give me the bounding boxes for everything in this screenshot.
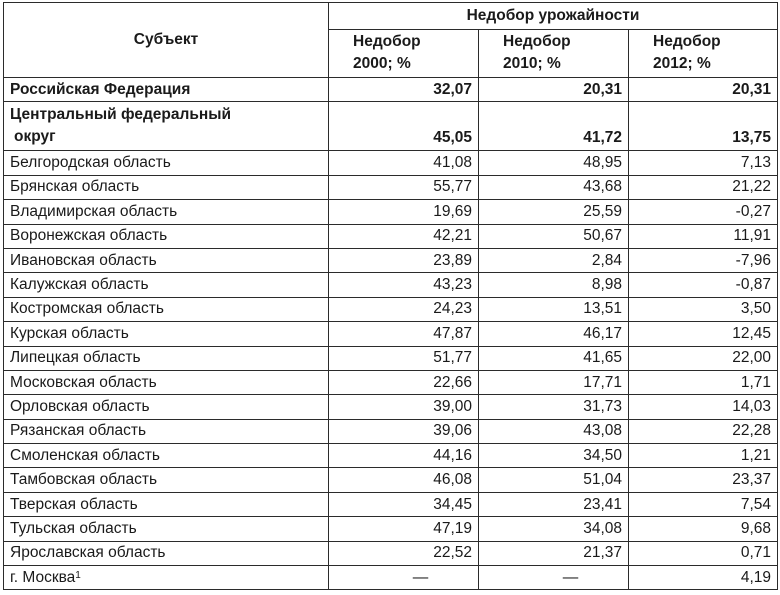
cell-subject: Тульская область [4, 517, 329, 541]
table-row [4, 273, 778, 297]
cell-2012: 12,45 [629, 322, 778, 346]
cell-subject: Ивановская область [4, 248, 329, 272]
cell-2000: 19,69 [329, 200, 479, 224]
cell-2010: 17,71 [479, 370, 629, 394]
cell-2000: 41,08 [329, 151, 479, 175]
cell-2012: 7,13 [629, 151, 778, 175]
table-row [4, 541, 778, 565]
cell-subject: Российская Федерация [4, 78, 329, 102]
cell-2010: 43,08 [479, 419, 629, 443]
cell-2000: 47,19 [329, 517, 479, 541]
cell-2010: 2,84 [479, 248, 629, 272]
cell-2000: 39,06 [329, 419, 479, 443]
cell-2010: 13,51 [479, 297, 629, 321]
cell-subject: Тамбовская область [4, 468, 329, 492]
cell-2012: 11,91 [629, 224, 778, 248]
cell-subject: Калужская область [4, 273, 329, 297]
header-subject: Субъект [4, 3, 329, 78]
cell-2000: 24,23 [329, 297, 479, 321]
cell-subject: Курская область [4, 322, 329, 346]
cell-2010: 21,37 [479, 541, 629, 565]
table-row [4, 224, 778, 248]
cell-subject: Орловская область [4, 395, 329, 419]
harvest-shortfall-table [3, 2, 778, 590]
cell-2010: 43,68 [479, 175, 629, 199]
cell-2012: 0,71 [629, 541, 778, 565]
table-row [4, 395, 778, 419]
cell-2010: 34,50 [479, 444, 629, 468]
cell-2000: 39,00 [329, 395, 479, 419]
cell-2012: 21,22 [629, 175, 778, 199]
cell-2012: 20,31 [629, 78, 778, 102]
cell-2010: 34,08 [479, 517, 629, 541]
cell-2000: 32,07 [329, 78, 479, 102]
cell-2010: 48,95 [479, 151, 629, 175]
cell-2012: 3,50 [629, 297, 778, 321]
table-row [4, 297, 778, 321]
cell-2000: — [329, 566, 479, 590]
cell-2000: 22,66 [329, 370, 479, 394]
cell-2000: 51,77 [329, 346, 479, 370]
cell-2010: 8,98 [479, 273, 629, 297]
cell-subject: Белгородская область [4, 151, 329, 175]
cell-subject: Смоленская область [4, 444, 329, 468]
cell-2012: 22,28 [629, 419, 778, 443]
cell-subject: Владимирская область [4, 200, 329, 224]
table-row [4, 517, 778, 541]
cell-2000: 44,16 [329, 444, 479, 468]
cell-2010: 23,41 [479, 492, 629, 516]
cell-2000: 43,23 [329, 273, 479, 297]
header-column-2010: Недобор 2010; % [479, 30, 629, 78]
cell-2012: -0,87 [629, 273, 778, 297]
cell-2010: — [479, 566, 629, 590]
table-row [4, 322, 778, 346]
cell-subject: Костромская область [4, 297, 329, 321]
table-row [4, 151, 778, 175]
cell-2010: 20,31 [479, 78, 629, 102]
cell-2010: 41,72 [479, 102, 629, 151]
cell-subject: Московская область [4, 370, 329, 394]
cell-2010: 46,17 [479, 322, 629, 346]
table-row [4, 370, 778, 394]
moscow-name: г. Москва [10, 568, 76, 586]
cell-2012: 23,37 [629, 468, 778, 492]
cell-subject: Рязанская область [4, 419, 329, 443]
cell-2012: 7,54 [629, 492, 778, 516]
cell-2000: 22,52 [329, 541, 479, 565]
cell-2000: 45,05 [329, 102, 479, 151]
cell-2000: 42,21 [329, 224, 479, 248]
cell-2012: 13,75 [629, 102, 778, 151]
row-federal-district [4, 102, 778, 151]
cell-subject: Брянская область [4, 175, 329, 199]
cell-2012: 22,00 [629, 346, 778, 370]
cell-2010: 41,65 [479, 346, 629, 370]
header-column-2012: Недобор 2012; % [629, 30, 778, 78]
cell-subject [4, 566, 329, 590]
row-russia [4, 78, 778, 102]
cell-2012: 4,19 [629, 566, 778, 590]
row-moscow [4, 566, 778, 590]
table-row [4, 248, 778, 272]
table-row [4, 492, 778, 516]
cell-2010: 25,59 [479, 200, 629, 224]
cell-2012: -7,96 [629, 248, 778, 272]
header-column-2000: Недобор 2000; % [329, 30, 479, 78]
cell-2000: 23,89 [329, 248, 479, 272]
table-row [4, 346, 778, 370]
table-row [4, 200, 778, 224]
cell-2012: -0,27 [629, 200, 778, 224]
table-row [4, 175, 778, 199]
cell-subject: Липецкая область [4, 346, 329, 370]
cell-2012: 9,68 [629, 517, 778, 541]
header-group: Недобор урожайности [329, 3, 778, 30]
cell-2012: 14,03 [629, 395, 778, 419]
cell-2000: 47,87 [329, 322, 479, 346]
cell-2010: 31,73 [479, 395, 629, 419]
cell-2010: 51,04 [479, 468, 629, 492]
cell-subject: Воронежская область [4, 224, 329, 248]
footnote-marker: 1 [75, 569, 81, 581]
cell-2012: 1,71 [629, 370, 778, 394]
cell-subject: Ярославская область [4, 541, 329, 565]
cell-subject: Центральный федеральный округ [4, 102, 329, 151]
cell-2000: 55,77 [329, 175, 479, 199]
cell-2012: 1,21 [629, 444, 778, 468]
table-row [4, 444, 778, 468]
cell-2000: 34,45 [329, 492, 479, 516]
table-row [4, 468, 778, 492]
cell-2010: 50,67 [479, 224, 629, 248]
cell-2000: 46,08 [329, 468, 479, 492]
table-row [4, 419, 778, 443]
cell-subject: Тверская область [4, 492, 329, 516]
